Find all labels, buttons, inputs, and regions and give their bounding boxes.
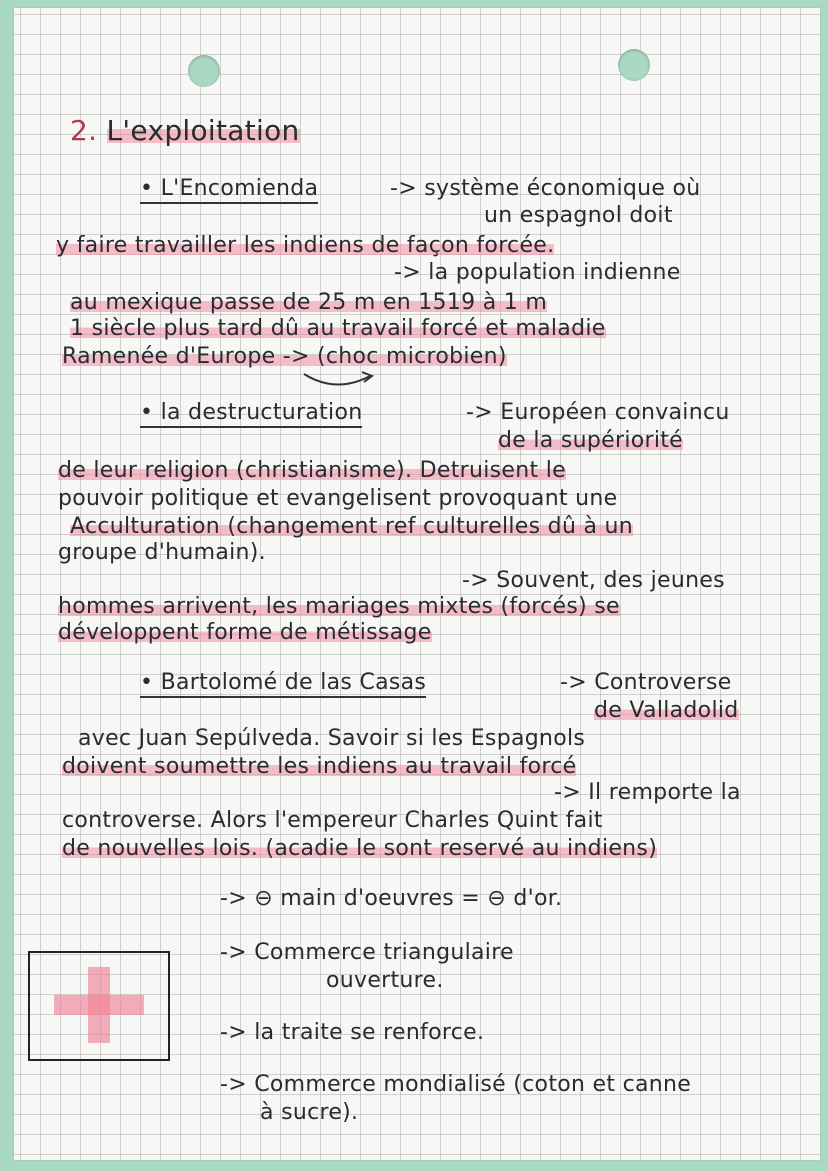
consequence-line: ouverture. (326, 968, 444, 993)
destructuration-line: -> Européen convaincu (466, 400, 730, 425)
casas-line: -> Il remporte la (554, 780, 741, 805)
encomienda-line: un espagnol doit (484, 203, 673, 228)
destructuration-line: groupe d'humain). (58, 540, 266, 565)
consequence-line: -> la traite se renforce. (220, 1020, 485, 1045)
destructuration-line: Acculturation (changement ref culturelles dû à un (70, 514, 634, 539)
binder-hole-right (618, 49, 650, 81)
consequence-line: à sucre). (260, 1100, 359, 1125)
curved-arrow-icon (300, 368, 380, 394)
consequence-line: -> ⊖ main d'oeuvres = ⊖ d'or. (220, 886, 563, 911)
encomienda-heading-text: • L'Encomienda (140, 176, 318, 204)
casas-line: -> Controverse (560, 670, 732, 695)
destructuration-line: de leur religion (christianisme). Detruisent le (58, 458, 566, 483)
cross-box (28, 951, 170, 1061)
notebook-page (14, 8, 820, 1160)
encomienda-line: -> la population indienne (394, 260, 681, 285)
casas-line: controverse. Alors l'empereur Charles Quint fait (62, 808, 603, 833)
encomienda-line: Ramenée d'Europe -> (choc microbien) (62, 344, 507, 369)
casas-line: de Valladolid (594, 698, 739, 723)
encomienda-line: 1 siècle plus tard dû au travail forcé et maladie (70, 316, 606, 341)
destructuration-heading (140, 400, 362, 425)
casas-heading (140, 670, 426, 695)
encomienda-line: -> système économique où (390, 176, 701, 201)
destructuration-line: développent forme de métissage (58, 620, 432, 645)
encomienda-heading (140, 176, 318, 201)
consequence-line: -> Commerce mondialisé (coton et canne (220, 1072, 692, 1097)
destructuration-heading-text: • la destructuration (140, 400, 362, 428)
encomienda-line: au mexique passe de 25 m en 1519 à 1 m (70, 290, 548, 315)
destructuration-line: hommes arrivent, les mariages mixtes (forcés) se (58, 594, 620, 619)
casas-line: de nouvelles lois. (acadie le sont reservé au indiens) (62, 836, 658, 861)
section-title (70, 114, 300, 147)
casas-line: doivent soumettre les indiens au travail forcé (62, 754, 577, 779)
section-number: 2. (70, 114, 98, 147)
binder-hole-left (188, 55, 220, 87)
casas-heading-text: • Bartolomé de las Casas (140, 670, 426, 698)
section-title-text: L'exploitation (106, 114, 300, 147)
casas-line: avec Juan Sepúlveda. Savoir si les Espagnols (78, 726, 586, 751)
destructuration-line: -> Souvent, des jeunes (462, 568, 725, 593)
destructuration-line: de la supériorité (498, 428, 684, 453)
consequence-line: -> Commerce triangulaire (220, 940, 514, 965)
encomienda-line: y faire travailler les indiens de façon forcée. (56, 233, 555, 258)
destructuration-line: pouvoir politique et evangelisent provoquant une (58, 486, 618, 511)
